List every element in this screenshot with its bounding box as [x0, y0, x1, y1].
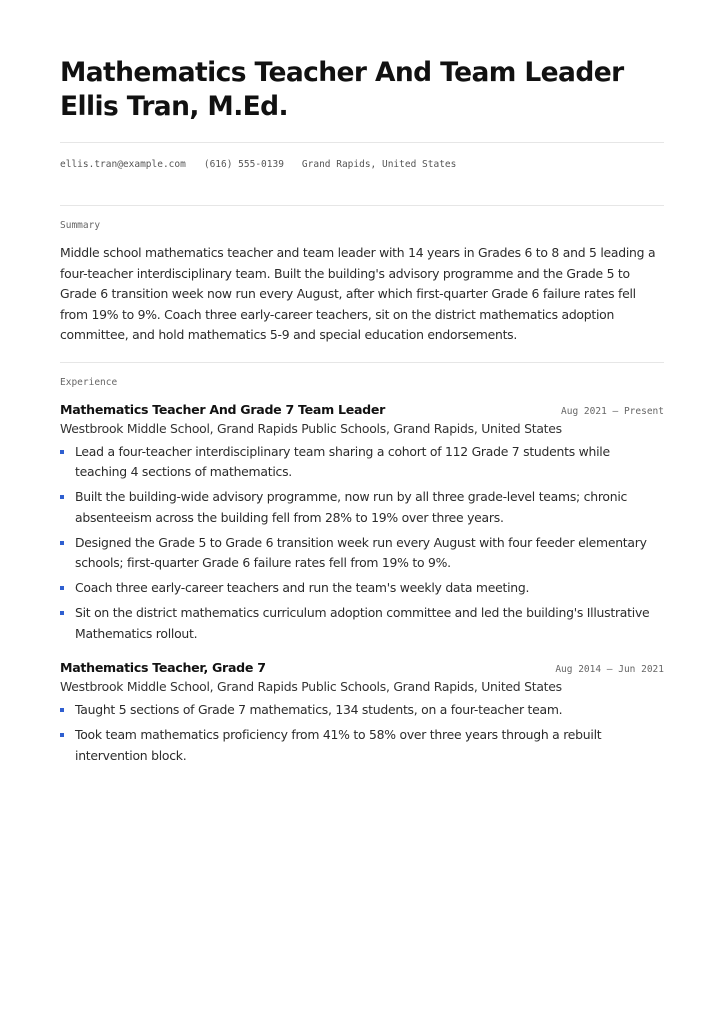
- resume-title: [60, 56, 664, 124]
- job-header: [60, 660, 664, 675]
- divider: [60, 142, 664, 143]
- divider: [60, 362, 664, 363]
- bullet-text: Built the building-wide advisory programme, now run by all three grade-level teams; chronic absenteeism across the building fell from 28% to 19% over three years.: [75, 489, 628, 525]
- job-entry: [60, 660, 664, 766]
- bullet-text: Coach three early-career teachers and run the team's weekly data meeting.: [75, 580, 530, 596]
- title-line-role: Mathematics Teacher And Team Leader: [60, 57, 624, 88]
- list-item: [60, 533, 664, 574]
- list-item: [60, 442, 664, 483]
- job-header: [60, 402, 664, 417]
- job-title: Mathematics Teacher And Grade 7 Team Leader: [60, 401, 386, 417]
- job-organization: Westbrook Middle School, Grand Rapids Public Schools, Grand Rapids, United States: [60, 420, 562, 436]
- bullet-text: Took team mathematics proficiency from 41% to 58% over three years through a rebuilt intervention block.: [75, 727, 602, 763]
- summary-text: Middle school mathematics teacher and team leader with 14 years in Grades 6 to 8 and 5 leading a four-teacher interdisciplinary team. Built the building's advisory programme and the Grade 5 to Grade 6 transition week now run every August, after which first-quarter Grade 6 failure rates fell from 19% to 9%. Coach three early-career teachers, sit on the district mathematics adoption committee, and hold mathematics 5-9 and special education endorsements.: [60, 245, 656, 343]
- job-bullets: [60, 442, 664, 645]
- bullet-text: Sit on the district mathematics curriculum adoption committee and led the building's Illustrative Mathematics rollout.: [75, 605, 650, 641]
- contact-location: Grand Rapids, United States: [301, 159, 457, 170]
- section-label-summary: Summary: [60, 220, 101, 231]
- list-item: [60, 487, 664, 528]
- bullet-square-icon: [60, 708, 64, 712]
- bullet-text: Designed the Grade 5 to Grade 6 transition week run every August with four feeder elementary schools; first-quarter Grade 6 failure rates fell from 19% to 9%.: [75, 534, 647, 571]
- list-item: [60, 578, 664, 599]
- section-label-experience: Experience: [60, 376, 118, 388]
- bullet-square-icon: [60, 586, 64, 590]
- divider: [60, 205, 664, 206]
- job-dates: Aug 2014 – Jun 2021: [555, 664, 664, 676]
- job-title: Mathematics Teacher, Grade 7: [60, 660, 266, 676]
- job-organization: Westbrook Middle School, Grand Rapids Public Schools, Grand Rapids, United States: [60, 679, 562, 695]
- bullet-square-icon: [60, 495, 64, 499]
- bullet-text: Taught 5 sections of Grade 7 mathematics, 134 students, on a four-teacher team.: [75, 702, 563, 718]
- job-entry: [60, 402, 664, 645]
- list-item: [60, 603, 664, 644]
- contact-phone[interactable]: (616) 555-0139: [203, 159, 284, 170]
- bullet-square-icon: [60, 611, 64, 615]
- bullet-square-icon: [60, 733, 64, 737]
- contact-email[interactable]: ellis.tran@example.com: [60, 159, 186, 170]
- contact-row: [60, 159, 664, 170]
- bullet-square-icon: [60, 450, 64, 454]
- title-line-name: Ellis Tran, M.Ed.: [60, 91, 289, 122]
- bullet-text: Lead a four-teacher interdisciplinary team sharing a cohort of 112 Grade 7 students while teaching 4 sections of mathematics.: [75, 443, 610, 480]
- bullet-square-icon: [60, 541, 64, 545]
- resume-page: [60, 56, 664, 771]
- job-bullets: [60, 700, 664, 766]
- job-dates: Aug 2021 – Present: [561, 405, 664, 417]
- list-item: [60, 725, 664, 766]
- list-item: [60, 700, 664, 721]
